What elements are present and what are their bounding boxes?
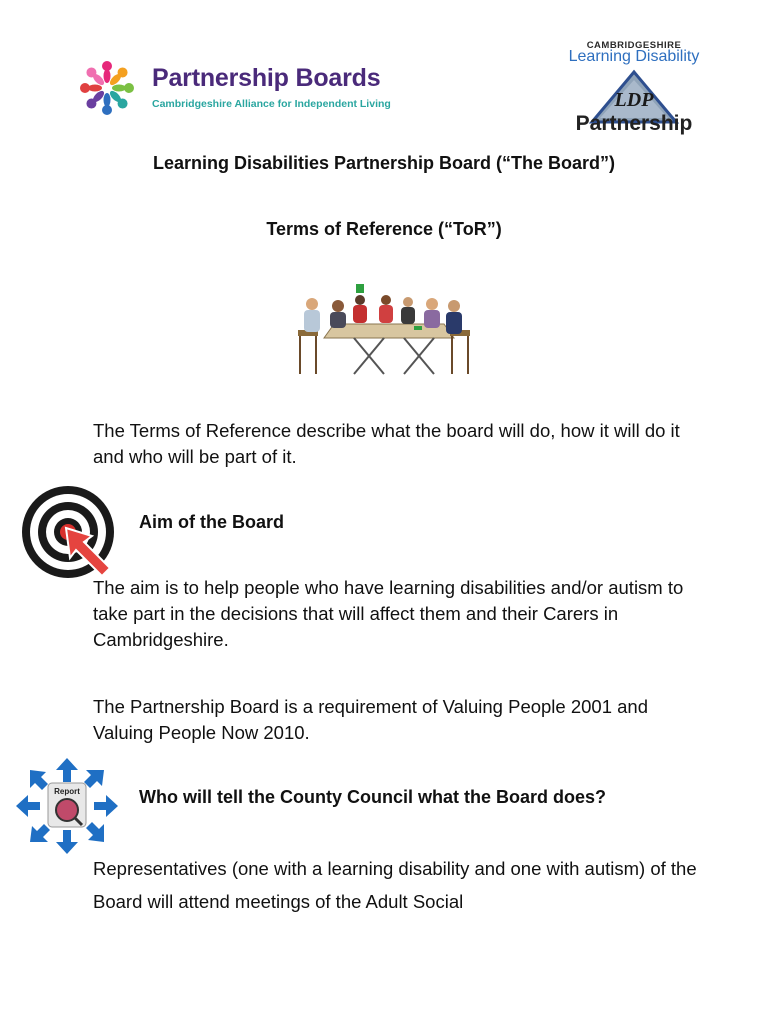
partnership-boards-title: Partnership Boards	[152, 64, 381, 92]
county-council-heading: Who will tell the County Council what the Board does?	[139, 787, 606, 807]
ldp-middle-text: Learning Disability	[568, 48, 700, 65]
partnership-flower-icon	[74, 58, 140, 118]
target-icon	[18, 484, 118, 580]
document-title: Learning Disabilities Partnership Board (“The Board”)	[152, 153, 616, 173]
report-label: Report	[54, 787, 80, 796]
aim-heading: Aim of the Board	[139, 512, 285, 532]
ldp-triangle-text: LDP	[614, 89, 654, 111]
ldp-bottom-text: Partnership	[575, 112, 693, 135]
requirement-paragraph: The Partnership Board is a requirement of Valuing People 2001 and Valuing People Now 2010.	[93, 696, 649, 743]
intro-paragraph: The Terms of Reference describe what the board will do, how it will do it and who will be part of it.	[93, 420, 680, 467]
document-subtitle: Terms of Reference (“ToR”)	[266, 219, 502, 239]
partnership-boards-logo	[74, 58, 394, 118]
representatives-paragraph: Representatives (one with a learning disability and one with autism) of the Board will attend meetings of the Adult Social	[93, 858, 697, 912]
partnership-boards-subtitle: Cambridgeshire Alliance for Independent Living	[152, 98, 391, 110]
ldp-top-text: CAMBRIDGESHIRE	[586, 40, 682, 51]
report-arrows-icon	[14, 756, 120, 856]
meeting-table-illustration	[294, 282, 474, 378]
aim-paragraph: The aim is to help people who have learning disabilities and/or autism to take part in the decisions that will affect them and their Carers in Cambridgeshire.	[93, 577, 684, 650]
ldp-partnership-logo	[566, 36, 702, 140]
